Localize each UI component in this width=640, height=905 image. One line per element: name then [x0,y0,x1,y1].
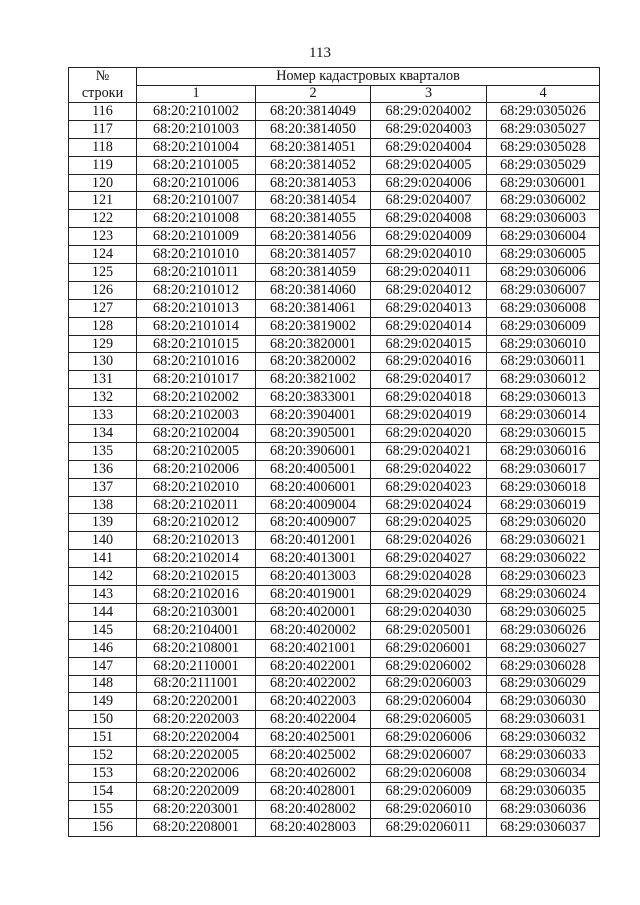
quarter-col3-cell: 68:29:0204030 [371,603,487,621]
quarter-col3-cell: 68:29:0204019 [371,407,487,425]
quarter-col4-cell: 68:29:0306026 [487,621,600,639]
quarter-col4-cell: 68:29:0306018 [487,478,600,496]
quarter-col2-cell: 68:20:4026002 [256,764,371,782]
quarter-col4-cell: 68:29:0306034 [487,764,600,782]
quarter-col1-cell: 68:20:2102003 [137,407,256,425]
quarter-col1-cell: 68:20:2102010 [137,478,256,496]
quarter-col3-cell: 68:29:0204028 [371,568,487,586]
quarter-col3-cell: 68:29:0206004 [371,693,487,711]
table-row [69,711,600,729]
quarter-col3-cell: 68:29:0205001 [371,621,487,639]
row-number-cell: 117 [69,120,137,138]
quarter-col1-cell: 68:20:2101002 [137,103,256,121]
table-row [69,639,600,657]
row-number-header [69,68,137,103]
table-body [69,103,600,837]
quarter-col3-cell: 68:29:0204027 [371,550,487,568]
quarter-col3-cell: 68:29:0204003 [371,120,487,138]
quarter-col1-cell: 68:20:2102012 [137,514,256,532]
table-row [69,192,600,210]
cadastral-quarters-table [68,67,600,837]
row-number-cell: 153 [69,764,137,782]
quarter-col3-cell: 68:29:0206006 [371,729,487,747]
row-number-cell: 145 [69,621,137,639]
row-number-cell: 152 [69,747,137,765]
quarter-col3-cell: 68:29:0204026 [371,532,487,550]
quarter-col1-cell: 68:20:2101014 [137,317,256,335]
quarter-col3-cell: 68:29:0206007 [371,747,487,765]
quarter-col1-cell: 68:20:2101017 [137,371,256,389]
quarter-col2-cell: 68:20:4028003 [256,818,371,836]
quarter-col3-cell: 68:29:0204023 [371,478,487,496]
row-number-cell: 151 [69,729,137,747]
quarter-col2-cell: 68:20:3814057 [256,246,371,264]
row-number-header-line2: строки [81,85,124,101]
table-row [69,675,600,693]
quarter-col3-cell: 68:29:0204016 [371,353,487,371]
quarter-col1-cell: 68:20:2101007 [137,192,256,210]
row-number-cell: 130 [69,353,137,371]
quarter-col3-cell: 68:29:0206002 [371,657,487,675]
quarter-col4-cell: 68:29:0305029 [487,156,600,174]
quarter-col3-cell: 68:29:0204005 [371,156,487,174]
quarter-col4-cell: 68:29:0306014 [487,407,600,425]
quarter-col4-cell: 68:29:0306035 [487,782,600,800]
quarter-col1-cell: 68:20:2101010 [137,246,256,264]
row-number-cell: 141 [69,550,137,568]
quarter-col1-cell: 68:20:2101008 [137,210,256,228]
quarter-col3-cell: 68:29:0204014 [371,317,487,335]
quarter-col4-cell: 68:29:0306013 [487,389,600,407]
table-row [69,138,600,156]
row-number-cell: 150 [69,711,137,729]
table-row [69,460,600,478]
quarter-col1-cell: 68:20:2202006 [137,764,256,782]
table-row [69,264,600,282]
table-row [69,174,600,192]
quarter-col2-cell: 68:20:3905001 [256,425,371,443]
quarter-col2-cell: 68:20:3814059 [256,264,371,282]
quarter-col2-cell: 68:20:4028002 [256,800,371,818]
table-row [69,693,600,711]
quarter-col1-cell: 68:20:2101012 [137,281,256,299]
quarter-col1-cell: 68:20:2110001 [137,657,256,675]
quarter-col2-cell: 68:20:4013001 [256,550,371,568]
row-number-cell: 132 [69,389,137,407]
quarter-col1-cell: 68:20:2102015 [137,568,256,586]
row-number-cell: 142 [69,568,137,586]
table-row [69,156,600,174]
quarter-col1-cell: 68:20:2101003 [137,120,256,138]
quarter-col4-cell: 68:29:0306033 [487,747,600,765]
quarter-col2-cell: 68:20:3819002 [256,317,371,335]
quarter-col2-cell: 68:20:3814053 [256,174,371,192]
quarter-col4-cell: 68:29:0306001 [487,174,600,192]
quarter-col2-cell: 68:20:4025002 [256,747,371,765]
row-number-cell: 135 [69,442,137,460]
column-header-1: 1 [137,85,256,103]
table-row [69,568,600,586]
quarter-col3-cell: 68:29:0204020 [371,425,487,443]
quarter-col2-cell: 68:20:4005001 [256,460,371,478]
quarter-col2-cell: 68:20:3814061 [256,299,371,317]
quarter-col2-cell: 68:20:3814060 [256,281,371,299]
quarter-col2-cell: 68:20:4012001 [256,532,371,550]
table-row [69,335,600,353]
column-header-2: 2 [256,85,371,103]
quarter-col2-cell: 68:20:4009004 [256,496,371,514]
quarter-col1-cell: 68:20:2102013 [137,532,256,550]
quarter-col4-cell: 68:29:0306029 [487,675,600,693]
row-number-cell: 155 [69,800,137,818]
quarter-col1-cell: 68:20:2102002 [137,389,256,407]
quarter-col1-cell: 68:20:2202001 [137,693,256,711]
quarter-col2-cell: 68:20:4021001 [256,639,371,657]
quarter-col3-cell: 68:29:0204011 [371,264,487,282]
quarter-col1-cell: 68:20:2102006 [137,460,256,478]
row-number-cell: 144 [69,603,137,621]
quarter-col2-cell: 68:20:4022002 [256,675,371,693]
quarter-col3-cell: 68:29:0204009 [371,228,487,246]
table-row [69,389,600,407]
quarter-col4-cell: 68:29:0306004 [487,228,600,246]
quarter-col3-cell: 68:29:0204021 [371,442,487,460]
quarter-col2-cell: 68:20:3814052 [256,156,371,174]
quarter-col1-cell: 68:20:2103001 [137,603,256,621]
table-header [69,68,600,103]
table-row [69,800,600,818]
row-number-cell: 143 [69,586,137,604]
header-row-columns [69,85,600,103]
quarter-col4-cell: 68:29:0306031 [487,711,600,729]
quarter-col3-cell: 68:29:0206009 [371,782,487,800]
quarter-col1-cell: 68:20:2102005 [137,442,256,460]
table-row [69,550,600,568]
row-number-cell: 137 [69,478,137,496]
quarter-col2-cell: 68:20:4022001 [256,657,371,675]
quarter-col1-cell: 68:20:2202004 [137,729,256,747]
row-number-cell: 119 [69,156,137,174]
row-number-cell: 126 [69,281,137,299]
quarter-col3-cell: 68:29:0204013 [371,299,487,317]
quarter-col1-cell: 68:20:2208001 [137,818,256,836]
quarter-col2-cell: 68:20:4020001 [256,603,371,621]
quarter-col2-cell: 68:20:3814055 [256,210,371,228]
quarter-col4-cell: 68:29:0305027 [487,120,600,138]
quarter-col4-cell: 68:29:0306036 [487,800,600,818]
quarter-col3-cell: 68:29:0204006 [371,174,487,192]
quarter-col1-cell: 68:20:2102014 [137,550,256,568]
quarter-col1-cell: 68:20:2104001 [137,621,256,639]
quarter-col2-cell: 68:20:3814056 [256,228,371,246]
quarter-col3-cell: 68:29:0204029 [371,586,487,604]
row-number-cell: 121 [69,192,137,210]
table-row [69,299,600,317]
quarter-col2-cell: 68:20:3814049 [256,103,371,121]
quarter-col3-cell: 68:29:0204018 [371,389,487,407]
row-number-cell: 154 [69,782,137,800]
row-number-cell: 139 [69,514,137,532]
quarter-col1-cell: 68:20:2101004 [137,138,256,156]
cadastral-group-header: Номер кадастровых кварталов [137,68,600,86]
row-number-cell: 123 [69,228,137,246]
quarter-col2-cell: 68:20:4006001 [256,478,371,496]
quarter-col2-cell: 68:20:4009007 [256,514,371,532]
quarter-col4-cell: 68:29:0306028 [487,657,600,675]
quarter-col4-cell: 68:29:0306003 [487,210,600,228]
quarter-col2-cell: 68:20:3833001 [256,389,371,407]
quarter-col3-cell: 68:29:0204007 [371,192,487,210]
row-number-cell: 138 [69,496,137,514]
quarter-col1-cell: 68:20:2108001 [137,639,256,657]
quarter-col4-cell: 68:29:0306025 [487,603,600,621]
quarter-col4-cell: 68:29:0305026 [487,103,600,121]
quarter-col4-cell: 68:29:0306011 [487,353,600,371]
quarter-col4-cell: 68:29:0306002 [487,192,600,210]
quarter-col2-cell: 68:20:3814051 [256,138,371,156]
quarter-col1-cell: 68:20:2101011 [137,264,256,282]
quarter-col4-cell: 68:29:0306030 [487,693,600,711]
quarter-col3-cell: 68:29:0206010 [371,800,487,818]
table-row [69,210,600,228]
row-number-cell: 148 [69,675,137,693]
table-row [69,729,600,747]
row-number-cell: 133 [69,407,137,425]
quarter-col2-cell: 68:20:3820001 [256,335,371,353]
row-number-cell: 136 [69,460,137,478]
quarter-col4-cell: 68:29:0306037 [487,818,600,836]
quarter-col3-cell: 68:29:0204012 [371,281,487,299]
column-header-4: 4 [487,85,600,103]
quarter-col1-cell: 68:20:2202003 [137,711,256,729]
quarter-col2-cell: 68:20:4028001 [256,782,371,800]
row-number-cell: 146 [69,639,137,657]
quarter-col2-cell: 68:20:3814050 [256,120,371,138]
row-number-cell: 149 [69,693,137,711]
table-row [69,532,600,550]
quarter-col4-cell: 68:29:0306015 [487,425,600,443]
table-row [69,514,600,532]
row-number-cell: 128 [69,317,137,335]
row-number-cell: 147 [69,657,137,675]
table-row [69,425,600,443]
table-row [69,782,600,800]
table-row [69,281,600,299]
page-number: 113 [309,45,331,61]
quarter-col1-cell: 68:20:2203001 [137,800,256,818]
table-row [69,657,600,675]
quarter-col3-cell: 68:29:0204015 [371,335,487,353]
quarter-col4-cell: 68:29:0306024 [487,586,600,604]
quarter-col2-cell: 68:20:3820002 [256,353,371,371]
quarter-col1-cell: 68:20:2102004 [137,425,256,443]
quarter-col1-cell: 68:20:2101013 [137,299,256,317]
row-number-cell: 131 [69,371,137,389]
quarter-col4-cell: 68:29:0306021 [487,532,600,550]
quarter-col3-cell: 68:29:0204017 [371,371,487,389]
column-header-3: 3 [371,85,487,103]
quarter-col4-cell: 68:29:0306020 [487,514,600,532]
row-number-cell: 118 [69,138,137,156]
table-row [69,228,600,246]
row-number-cell: 129 [69,335,137,353]
quarter-col2-cell: 68:20:3821002 [256,371,371,389]
table-row [69,317,600,335]
table-row [69,120,600,138]
quarter-col1-cell: 68:20:2111001 [137,675,256,693]
quarter-col4-cell: 68:29:0306032 [487,729,600,747]
table-row [69,103,600,121]
quarter-col1-cell: 68:20:2101009 [137,228,256,246]
quarter-col1-cell: 68:20:2102016 [137,586,256,604]
quarter-col4-cell: 68:29:0306008 [487,299,600,317]
quarter-col1-cell: 68:20:2101005 [137,156,256,174]
quarter-col3-cell: 68:29:0204024 [371,496,487,514]
table-row [69,246,600,264]
quarter-col4-cell: 68:29:0306010 [487,335,600,353]
table-row [69,371,600,389]
row-number-cell: 127 [69,299,137,317]
row-number-cell: 156 [69,818,137,836]
quarter-col2-cell: 68:20:4020002 [256,621,371,639]
table-row [69,586,600,604]
row-number-cell: 140 [69,532,137,550]
quarter-col3-cell: 68:29:0204004 [371,138,487,156]
quarter-col4-cell: 68:29:0306007 [487,281,600,299]
row-number-cell: 120 [69,174,137,192]
quarter-col3-cell: 68:29:0204002 [371,103,487,121]
quarter-col4-cell: 68:29:0306022 [487,550,600,568]
table-row [69,764,600,782]
table-row [69,818,600,836]
quarter-col1-cell: 68:20:2101015 [137,335,256,353]
quarter-col1-cell: 68:20:2202009 [137,782,256,800]
quarter-col4-cell: 68:29:0306012 [487,371,600,389]
quarter-col4-cell: 68:29:0306005 [487,246,600,264]
table-row [69,478,600,496]
table-row [69,603,600,621]
quarter-col3-cell: 68:29:0204008 [371,210,487,228]
table-row [69,407,600,425]
quarter-col1-cell: 68:20:2102011 [137,496,256,514]
table-row [69,496,600,514]
quarter-col3-cell: 68:29:0204022 [371,460,487,478]
quarter-col1-cell: 68:20:2101016 [137,353,256,371]
row-number-cell: 124 [69,246,137,264]
quarter-col4-cell: 68:29:0306019 [487,496,600,514]
header-row-group [69,68,600,86]
row-number-cell: 116 [69,103,137,121]
row-number-header-line1: № [95,68,110,84]
row-number-cell: 125 [69,264,137,282]
quarter-col4-cell: 68:29:0306009 [487,317,600,335]
quarter-col3-cell: 68:29:0206003 [371,675,487,693]
quarter-col3-cell: 68:29:0204010 [371,246,487,264]
quarter-col1-cell: 68:20:2101006 [137,174,256,192]
table-row [69,747,600,765]
quarter-col2-cell: 68:20:3814054 [256,192,371,210]
table-row [69,353,600,371]
quarter-col2-cell: 68:20:3906001 [256,442,371,460]
quarter-col4-cell: 68:29:0306017 [487,460,600,478]
quarter-col3-cell: 68:29:0206005 [371,711,487,729]
quarter-col2-cell: 68:20:4022003 [256,693,371,711]
quarter-col3-cell: 68:29:0206001 [371,639,487,657]
quarter-col3-cell: 68:29:0204025 [371,514,487,532]
quarter-col2-cell: 68:20:3904001 [256,407,371,425]
quarter-col4-cell: 68:29:0305028 [487,138,600,156]
quarter-col2-cell: 68:20:4025001 [256,729,371,747]
quarter-col2-cell: 68:20:4019001 [256,586,371,604]
quarter-col4-cell: 68:29:0306023 [487,568,600,586]
quarter-col4-cell: 68:29:0306006 [487,264,600,282]
table-row [69,621,600,639]
quarter-col3-cell: 68:29:0206011 [371,818,487,836]
quarter-col4-cell: 68:29:0306016 [487,442,600,460]
quarter-col4-cell: 68:29:0306027 [487,639,600,657]
row-number-cell: 134 [69,425,137,443]
quarter-col2-cell: 68:20:4022004 [256,711,371,729]
table-row [69,442,600,460]
quarter-col1-cell: 68:20:2202005 [137,747,256,765]
quarter-col3-cell: 68:29:0206008 [371,764,487,782]
quarter-col2-cell: 68:20:4013003 [256,568,371,586]
row-number-cell: 122 [69,210,137,228]
